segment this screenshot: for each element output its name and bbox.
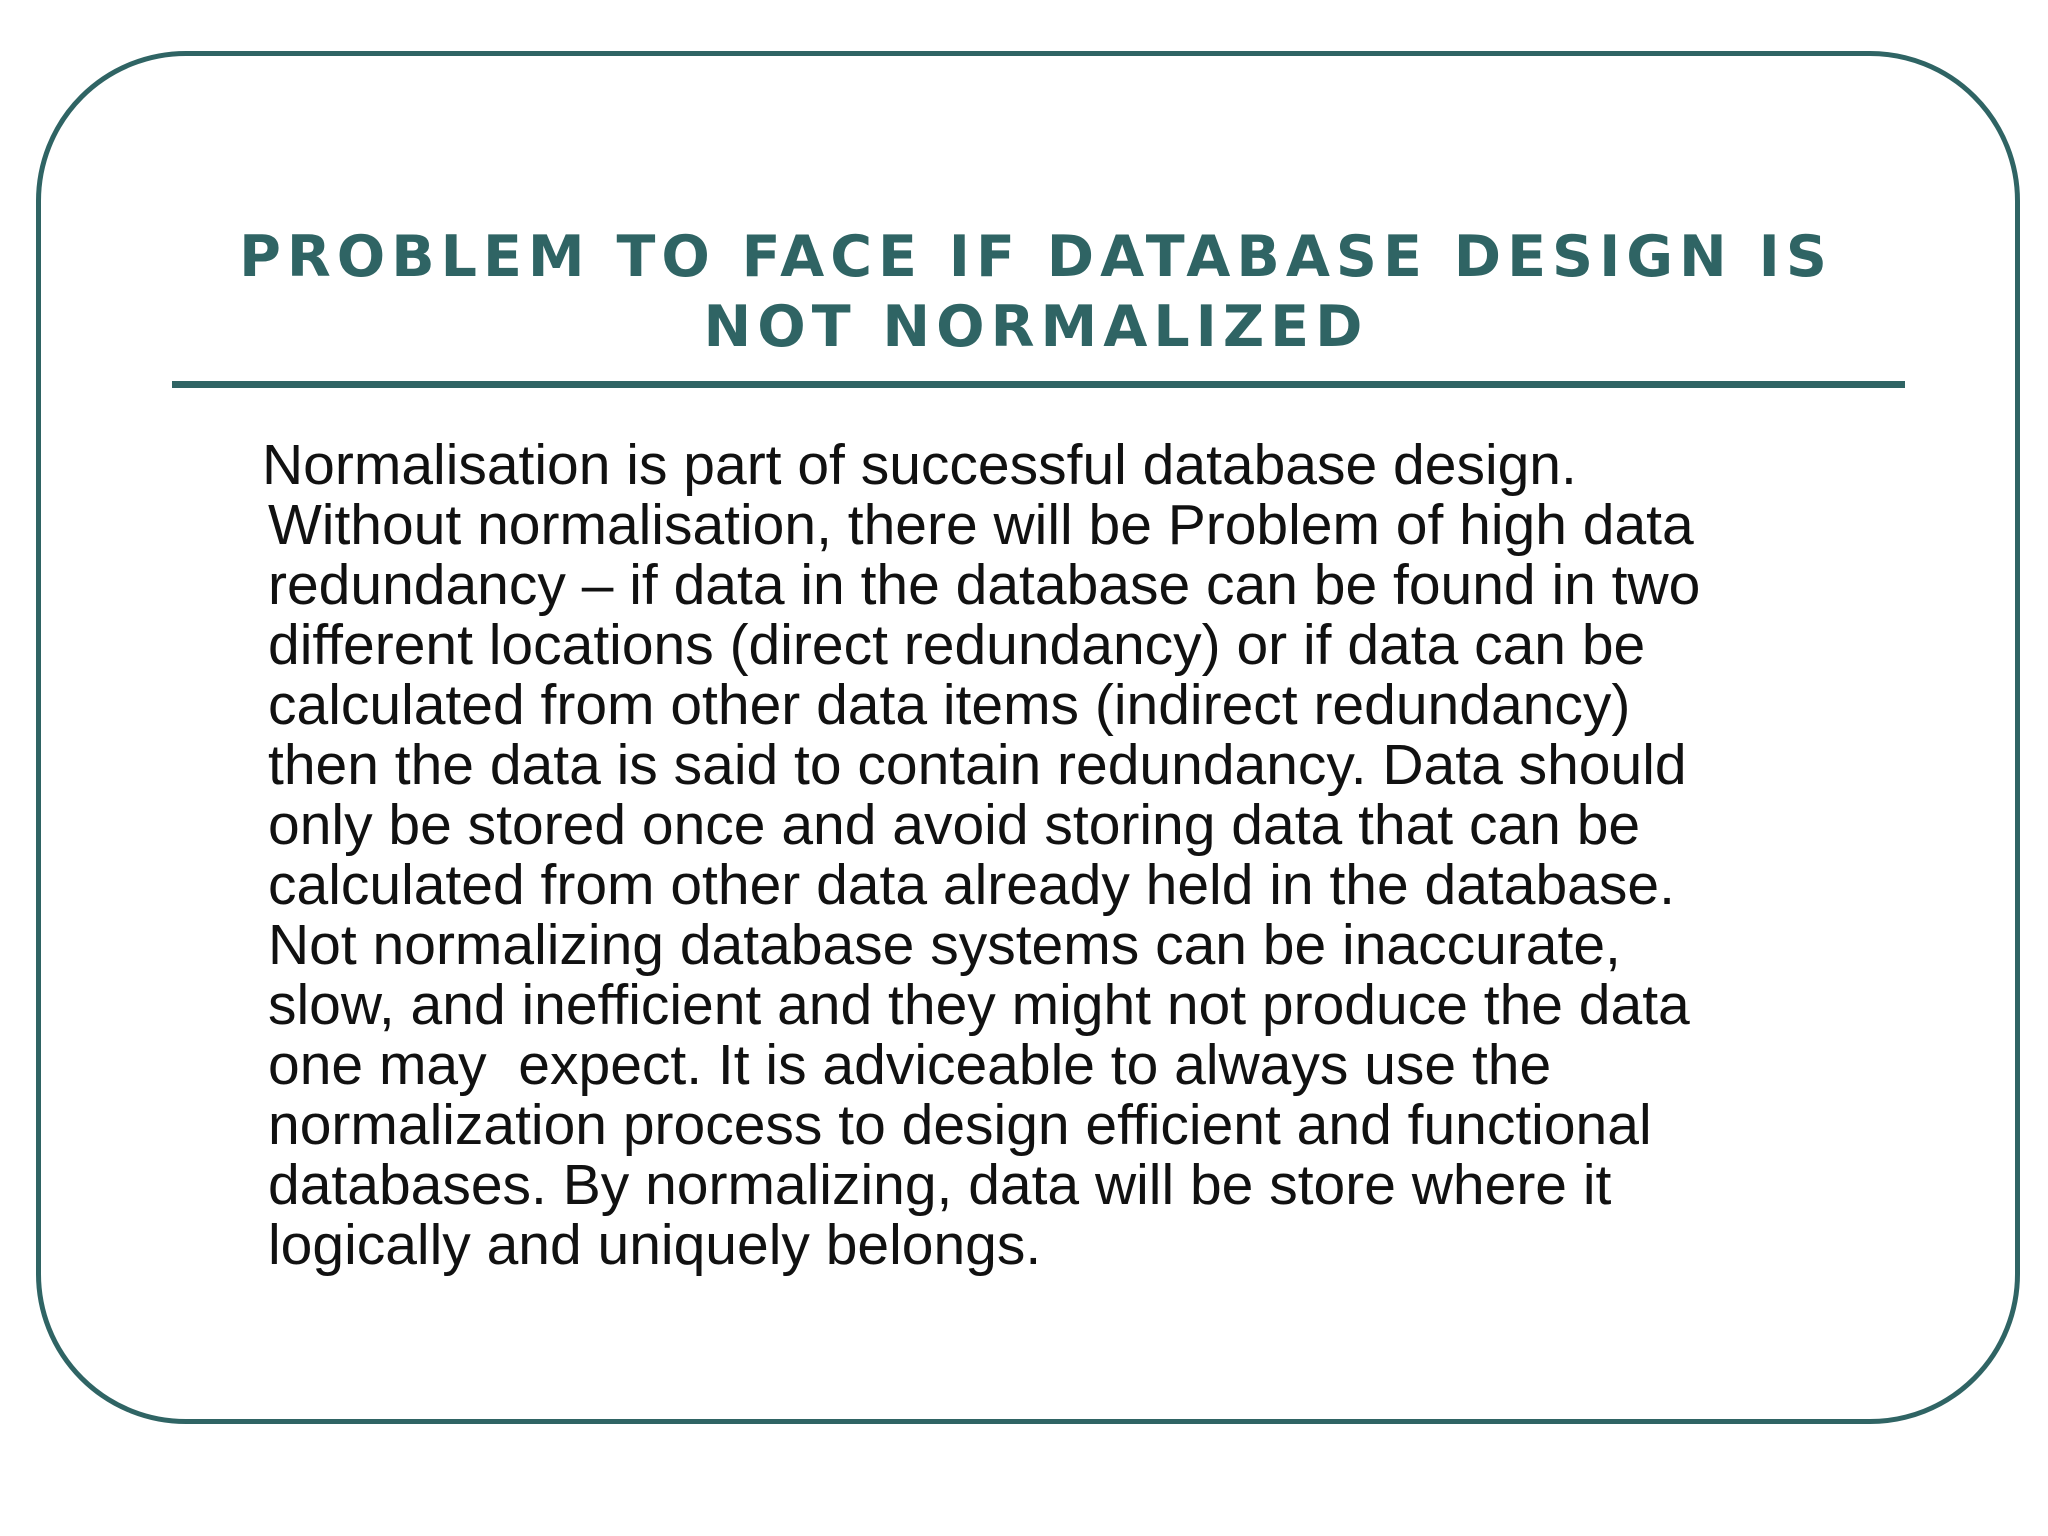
body-line: databases. By normalizing, data will be store where it [268,1153,1612,1217]
slide-title-line-2: NOT NORMALIZED [703,294,1369,360]
body-line: calculated from other data items (indirect redundancy) [268,673,1631,737]
body-line: Not normalizing database systems can be inaccurate, [268,913,1621,977]
body-line: redundancy – if data in the database can be found in two [268,553,1701,617]
body-line: Normalisation is part of successful database design. [262,433,1577,497]
slide-title [172,222,1900,362]
body-line: only be stored once and avoid storing data that can be [268,793,1641,857]
body-paragraph [262,433,1908,1277]
body-line: different locations (direct redundancy) or if data can be [268,613,1646,677]
title-divider [172,381,1905,388]
body-line: then the data is said to contain redundancy. Data should [268,733,1687,797]
body-line: one may expect. It is adviceable to always use the [268,1033,1552,1097]
slide-title-line-1: PROBLEM TO FACE IF DATABASE DESIGN IS [239,224,1833,290]
body-line: slow, and inefficient and they might not produce the data [268,973,1690,1037]
body-line: calculated from other data already held in the database. [268,853,1675,917]
body-line: Without normalisation, there will be Problem of high data [268,493,1694,557]
body-line: normalization process to design efficient and functional [268,1093,1652,1157]
body-line: logically and uniquely belongs. [268,1213,1042,1277]
